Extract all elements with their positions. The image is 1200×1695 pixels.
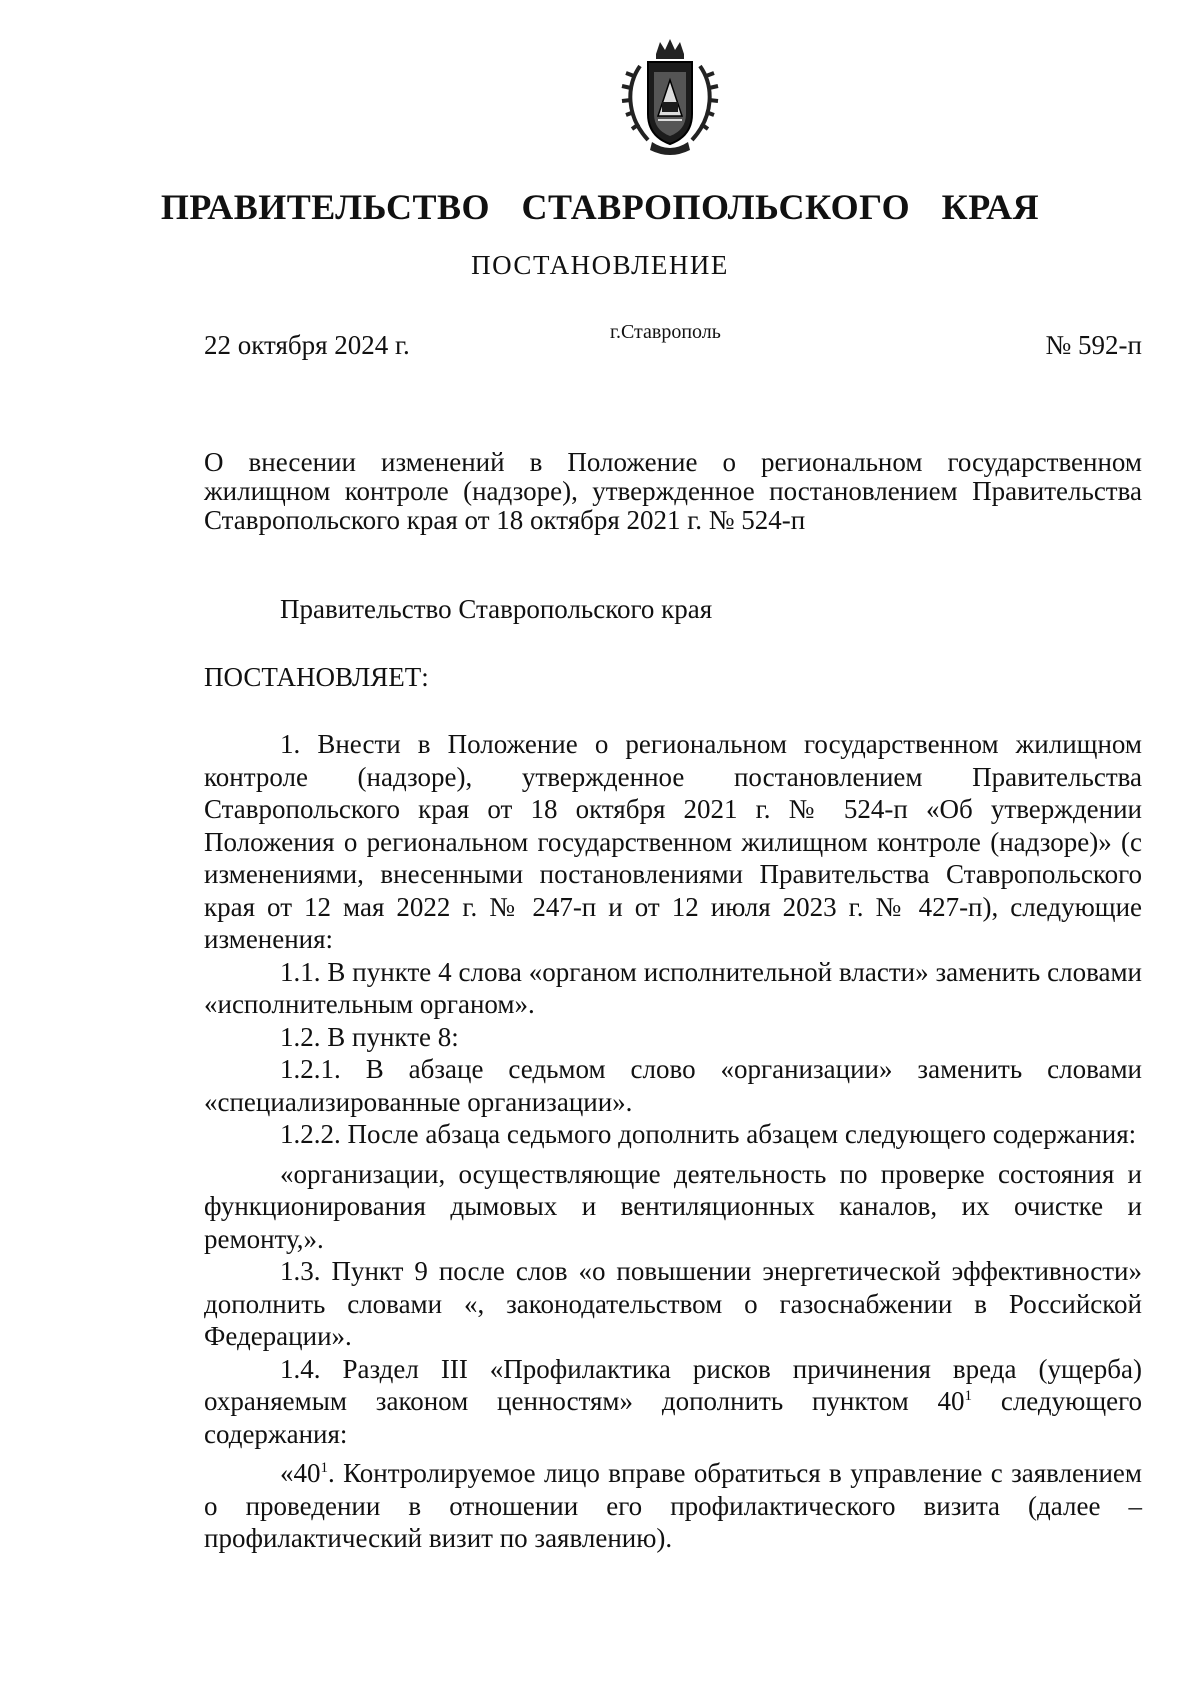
superscript: 1 <box>964 1388 972 1404</box>
document-city: г.Ставрополь <box>610 321 721 343</box>
paragraph-1-4-text-end: следующего содержания: <box>204 1386 1143 1449</box>
paragraph-quote: «организации, осуществляющие деятельность по проверке состояния и функционирования дымовых и вентиляционных каналов, их очистке и ремонту,». <box>204 1158 1142 1254</box>
document-date: 22 октября 2024 г. <box>204 330 410 360</box>
document-type: ПОСТАНОВЛЕНИЕ <box>471 250 729 280</box>
paragraph-1-2: 1.2. В пункте 8: <box>280 1021 459 1052</box>
document-subject: О внесении изменений в Положение о региональном государственном жилищном контроле (надзоре), утвержденное постановлением Правительства Ставропольского края от 18 октября 2021 г. № 524-п <box>204 447 1142 535</box>
paragraph-1-2-1: 1.2.1. В абзаце седьмом слово «организации» заменить словами «специализированные организации». <box>204 1054 1142 1117</box>
paragraph-1-2-2: 1.2.2. После абзаца седьмого дополнить абзацем следующего содержания: <box>280 1119 1137 1149</box>
paragraph-1-4 <box>204 1353 1142 1451</box>
issuing-authority: Правительство Ставропольского края <box>280 594 713 624</box>
government-title: ПРАВИТЕЛЬСТВО СТАВРОПОЛЬСКОГО КРАЯ <box>160 187 1040 227</box>
paragraph-1: 1. Внести в Положение о региональном государственном жилищном контроле (надзоре), утвержденное постановлением Правительства Ставропольского края от 18 октября 2021 г. № 524-п «Об утверждении Положения о региональном государственном жилищном контроле (надзоре)» (с изменениями, внесенными постановлениями Правительства Ставропольского края от 12 мая 2022 г. № 247-п и от 12 июля 2023 г. № 427-п), следующие изменения: <box>204 729 1142 954</box>
document-number: № 592-п <box>1045 330 1142 360</box>
document-body <box>204 728 1142 1555</box>
paragraph-40-1-start: «40 <box>280 1458 321 1488</box>
paragraph-40-1 <box>204 1457 1142 1555</box>
coat-of-arms-icon <box>618 36 722 158</box>
paragraph-40-1-text: . Контролируемое лицо вправе обратиться в управление с заявлением о проведении в отношении его профилактического визита (далее – профилактический визит по заявлению). <box>204 1458 1142 1553</box>
decree-word: ПОСТАНОВЛЯЕТ: <box>204 662 429 692</box>
superscript: 1 <box>320 1460 328 1476</box>
paragraph-1-3: 1.3. Пункт 9 после слов «о повышении энергетической эффективности» дополнить словами «, законодательством о газоснабжении в Российской Федерации». <box>204 1256 1142 1351</box>
paragraph-1-1: 1.1. В пункте 4 слова «органом исполнительной власти» заменить словами «исполнительным органом». <box>204 956 1142 1019</box>
paragraph-1-4-text: 1.4. Раздел III «Профилактика рисков причинения вреда (ущерба) охраняемым законом ценностям» дополнить пунктом 40 <box>204 1353 1142 1416</box>
